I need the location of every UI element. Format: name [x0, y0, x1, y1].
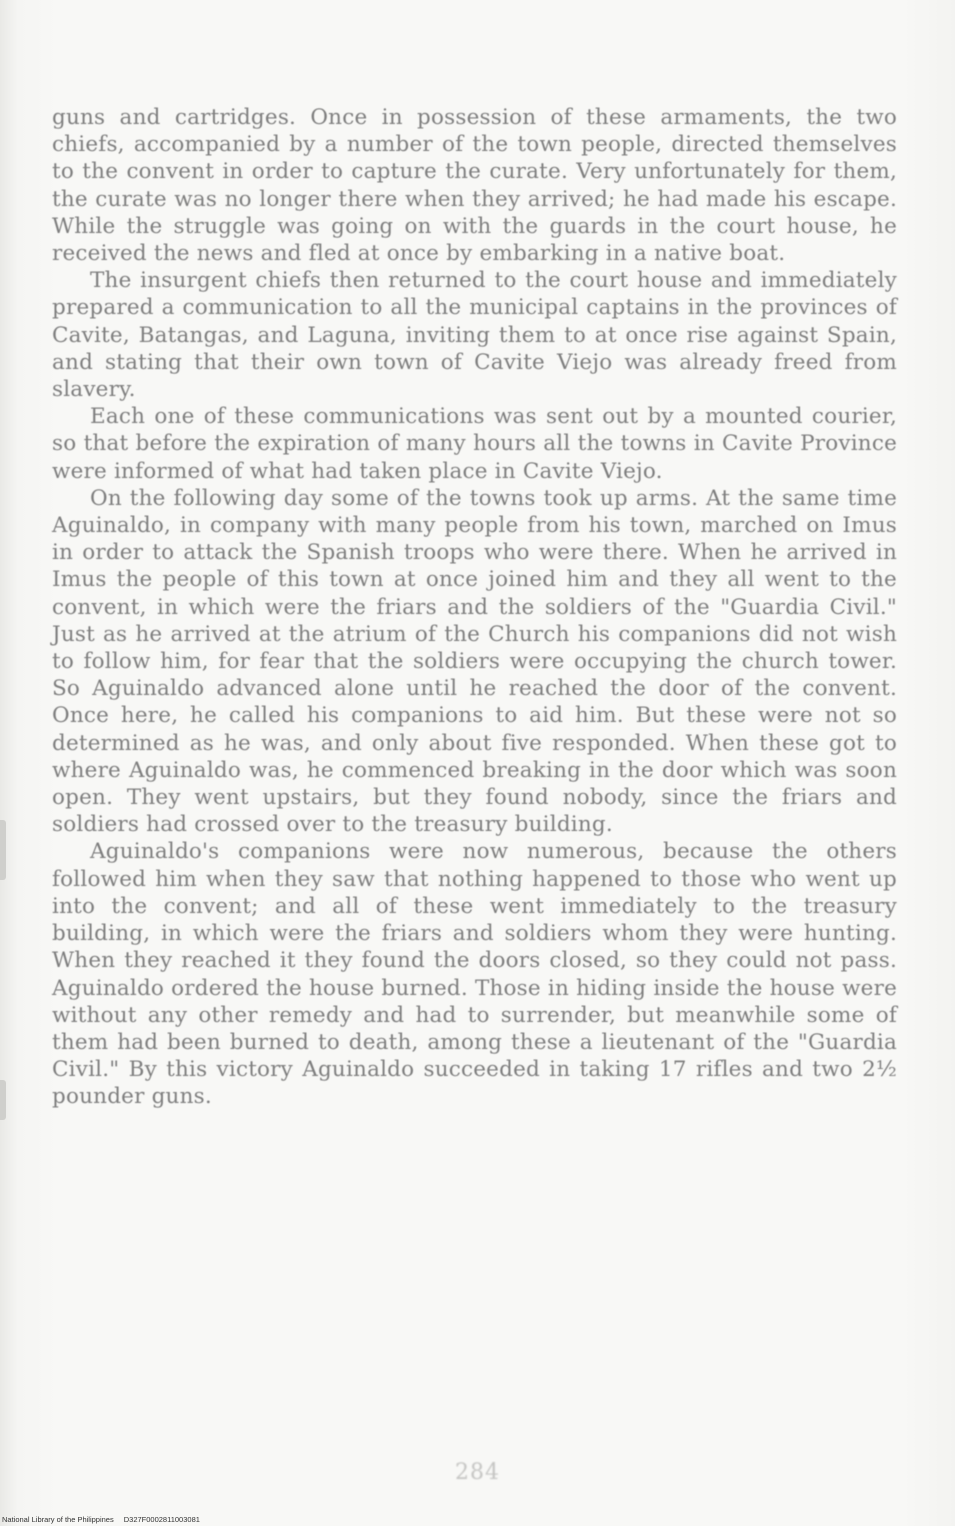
- paragraph-2: The insurgent chiefs then returned to the court house and immediately prepared a communication to all the municipal captains in the provinces of Cavite, Batangas, and Laguna, inviting them to at once rise against Spain, and stating that their own town of Cavite Viejo was already freed from slavery.: [52, 268, 897, 403]
- binding-edge-mark: [0, 820, 6, 880]
- binding-edge-mark: [0, 1080, 6, 1120]
- page-number: 284: [455, 1460, 500, 1485]
- body-text: [52, 104, 897, 1111]
- document-code: D327F0002811003081: [123, 1515, 200, 1524]
- paragraph-4: On the following day some of the towns took up arms. At the same time Aguinaldo, in company with many people from his town, marched on Imus in order to attack the Spanish troops who were there. When he arrived in Imus the people of this town at once joined him and they all went to the convent, in which were the friars and the soldiers of the "Guardia Civil." Just as he arrived at the atrium of the Church his companions did not wish to follow him, for fear that the soldiers were occupying the church tower. So Aguinaldo advanced alone until he reached the door of the convent. Once here, he called his companions to aid him. But these were not so determined as he was, and only about five responded. When these got to where Aguinaldo was, he commenced breaking in the door which was soon open. They went upstairs, but they found nobody, since the friars and soldiers had crossed over to the treasury building.: [52, 485, 897, 838]
- scan-footer: [2, 1515, 200, 1524]
- library-name: National Library of the Philippines: [2, 1515, 114, 1524]
- paragraph-3: Each one of these communications was sent out by a mounted courier, so that before the expiration of many hours all the towns in Cavite Province were informed of what had taken place in Cavite Viejo.: [52, 404, 897, 484]
- paragraph-5: Aguinaldo's companions were now numerous, because the others followed him when they saw that nothing happened to those who went up into the convent; and all of these went immediately to the treasury building, in which were the friars and soldiers whom they were hunting. When they reached it they found the doors closed, so they could not pass. Aguinaldo ordered the house burned. Those in hiding inside the house were without any other remedy and had to surrender, but meanwhile some of them had been burned to death, among these a lieutenant of the "Guardia Civil." By this victory Aguinaldo succeeded in taking 17 rifles and two 2½ pounder guns.: [52, 839, 897, 1110]
- paragraph-1: guns and cartridges. Once in possession of these armaments, the two chiefs, accompanied by a number of the town people, directed themselves to the convent in order to capture the curate. Very unfortunately for them, the curate was no longer there when they arrived; he had made his escape. While the struggle was going on with the guards in the court house, he received the news and fled at once by embarking in a native boat.: [52, 105, 897, 267]
